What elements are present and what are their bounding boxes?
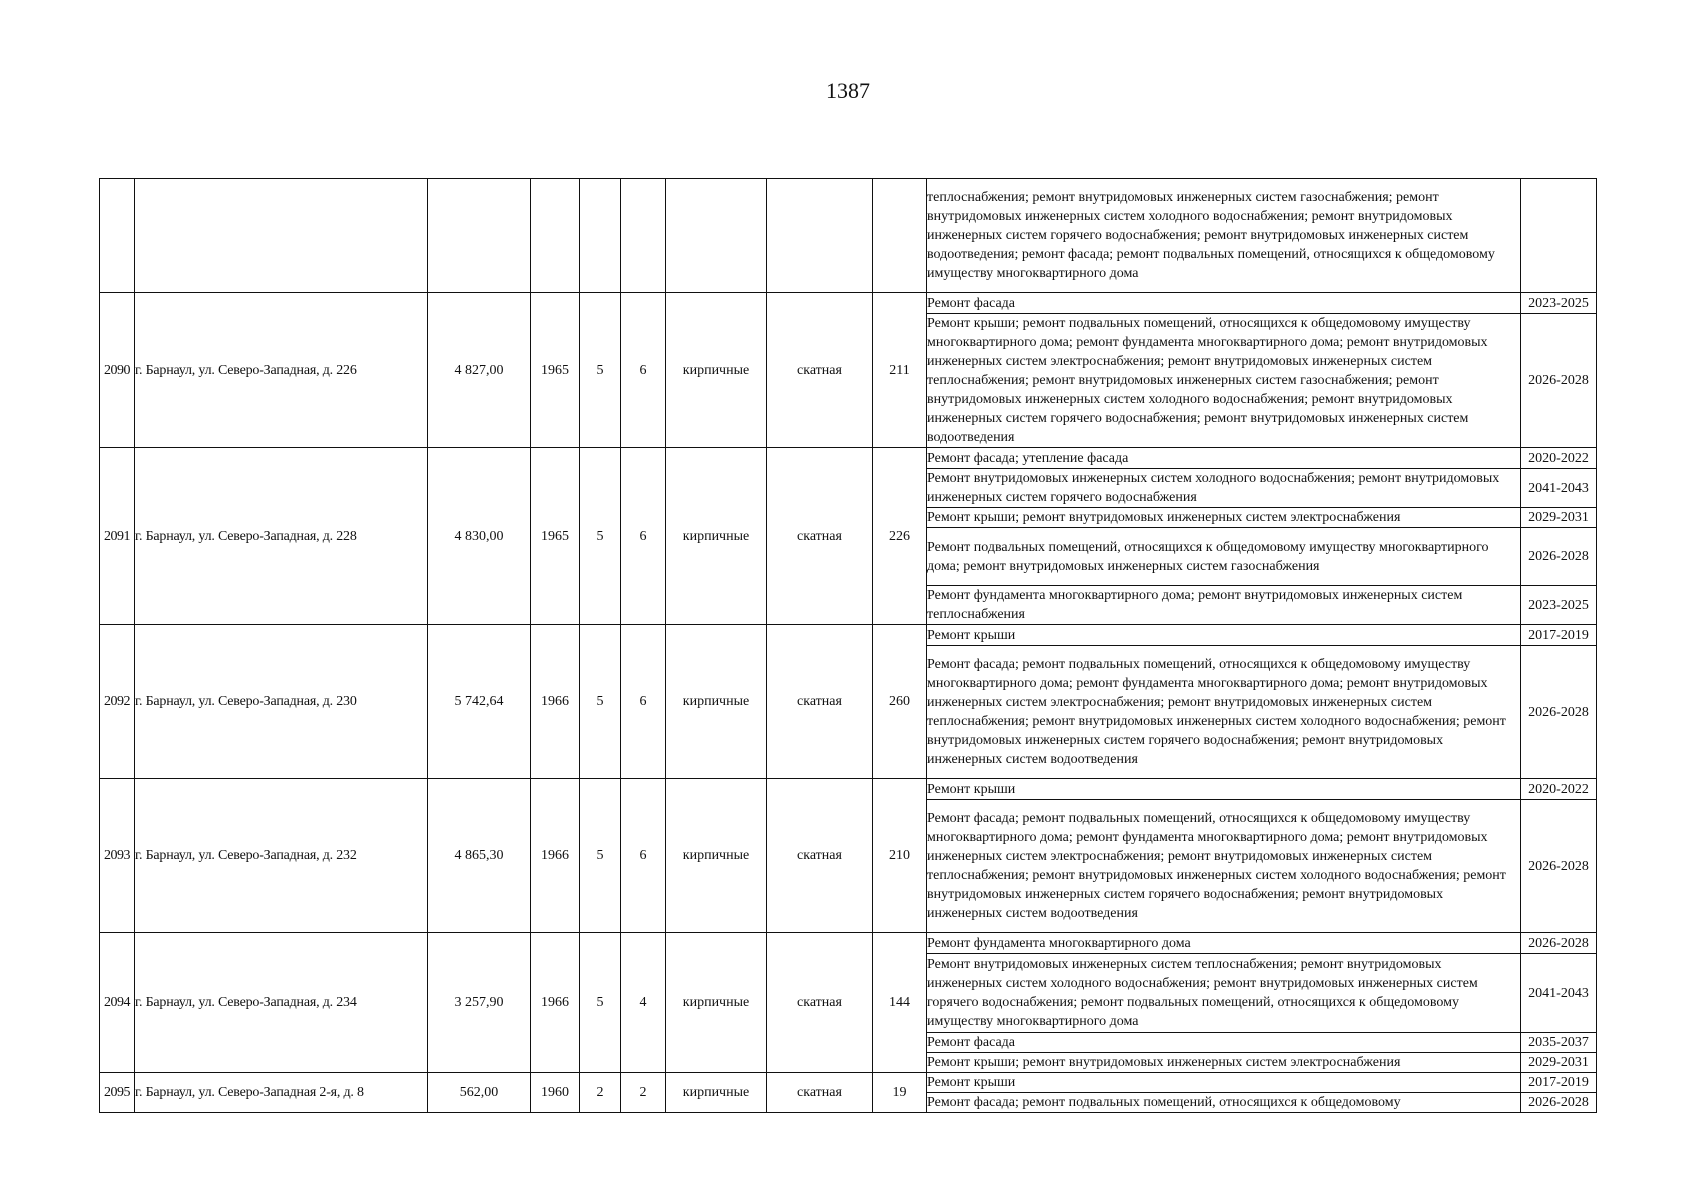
entrances-cell: 6: [621, 448, 666, 625]
work-type-cell: Ремонт фасада; ремонт подвальных помещений, относящихся к общедомовому: [927, 1093, 1521, 1113]
work-type-cell: Ремонт крыши; ремонт внутридомовых инженерных систем электроснабжения: [927, 1053, 1521, 1073]
period-cell: 2035-2037: [1521, 1033, 1597, 1053]
work-type-cell: Ремонт крыши; ремонт подвальных помещений, относящихся к общедомовому имуществу многоквартирного дома; ремонт фундамента многоквартирного дома; ремонт внутридомовых инженерных систем электроснабжения; ремонт внутридомовых инженерных систем теплоснабжения; ремонт внутридомовых инженерных систем газоснабжения; ремонт внутридомовых инженерных систем холодного водоснабжения; ремонт внутридомовых инженерных систем горячего водоснабжения; ремонт внутридомовых инженерных систем водоотведения: [927, 314, 1521, 448]
floors-cell: 5: [580, 779, 621, 933]
continuation-row: [100, 179, 1597, 293]
entrances-cell: 2: [621, 1073, 666, 1113]
row-number-cell: 2094: [100, 933, 135, 1073]
wall-material-cell: кирпичные: [666, 1073, 767, 1113]
entrances-cell: 6: [621, 293, 666, 448]
work-type-cell: Ремонт крыши: [927, 779, 1521, 800]
year-built-cell: 1966: [531, 933, 580, 1073]
year-built-cell: 1960: [531, 1073, 580, 1113]
floors-cell: 5: [580, 293, 621, 448]
continuation-num-cell: [100, 179, 135, 293]
period-cell: 2023-2025: [1521, 586, 1597, 625]
wall-material-cell: кирпичные: [666, 293, 767, 448]
continuation-roof-cell: [767, 179, 873, 293]
wall-material-cell: кирпичные: [666, 448, 767, 625]
roof-type-cell: скатная: [767, 779, 873, 933]
residents-cell: 211: [873, 293, 927, 448]
work-type-cell: Ремонт фундамента многоквартирного дома; ремонт внутридомовых инженерных систем теплоснабжения: [927, 586, 1521, 625]
area-cell: 3 257,90: [428, 933, 531, 1073]
period-cell: 2026-2028: [1521, 646, 1597, 779]
continuation-area-cell: [428, 179, 531, 293]
residents-cell: 19: [873, 1073, 927, 1113]
work-type-cell: Ремонт фасада; ремонт подвальных помещений, относящихся к общедомовому имуществу многоквартирного дома; ремонт фундамента многоквартирного дома; ремонт внутридомовых инженерных систем электроснабжения; ремонт внутридомовых инженерных систем теплоснабжения; ремонт внутридомовых инженерных систем холодного водоснабжения; ремонт внутридомовых инженерных систем горячего водоснабжения; ремонт внутридомовых инженерных систем водоотведения: [927, 646, 1521, 779]
address-cell: г. Барнаул, ул. Северо-Западная, д. 228: [135, 448, 428, 625]
page-number: 1387: [826, 78, 870, 103]
period-cell: 2026-2028: [1521, 800, 1597, 933]
table-row: [100, 779, 1597, 800]
entrances-cell: 4: [621, 933, 666, 1073]
entrances-cell: 6: [621, 779, 666, 933]
table-row: [100, 448, 1597, 469]
repair-schedule-table: [99, 178, 1597, 1113]
period-cell: 2029-2031: [1521, 1053, 1597, 1073]
floors-cell: 5: [580, 933, 621, 1073]
address-cell: г. Барнаул, ул. Северо-Западная, д. 226: [135, 293, 428, 448]
area-cell: 4 830,00: [428, 448, 531, 625]
wall-material-cell: кирпичные: [666, 625, 767, 779]
residents-cell: 210: [873, 779, 927, 933]
residents-cell: 226: [873, 448, 927, 625]
year-built-cell: 1965: [531, 293, 580, 448]
period-cell: 2020-2022: [1521, 779, 1597, 800]
table-row: [100, 293, 1597, 314]
period-cell: 2017-2019: [1521, 625, 1597, 646]
period-cell: 2041-2043: [1521, 954, 1597, 1033]
row-number-cell: 2093: [100, 779, 135, 933]
roof-type-cell: скатная: [767, 293, 873, 448]
floors-cell: 5: [580, 625, 621, 779]
work-type-cell: Ремонт крыши: [927, 625, 1521, 646]
year-built-cell: 1966: [531, 625, 580, 779]
period-cell: 2026-2028: [1521, 1093, 1597, 1113]
roof-type-cell: скатная: [767, 933, 873, 1073]
floors-cell: 5: [580, 448, 621, 625]
wall-material-cell: кирпичные: [666, 779, 767, 933]
roof-type-cell: скатная: [767, 1073, 873, 1113]
wall-material-cell: кирпичные: [666, 933, 767, 1073]
roof-type-cell: скатная: [767, 448, 873, 625]
residents-cell: 260: [873, 625, 927, 779]
area-cell: 4 865,30: [428, 779, 531, 933]
row-number-cell: 2090: [100, 293, 135, 448]
period-cell: 2041-2043: [1521, 469, 1597, 508]
continuation-period-cell: [1521, 179, 1597, 293]
address-cell: г. Барнаул, ул. Северо-Западная, д. 232: [135, 779, 428, 933]
work-type-cell: Ремонт фасада; ремонт подвальных помещений, относящихся к общедомовому имуществу многоквартирного дома; ремонт фундамента многоквартирного дома; ремонт внутридомовых инженерных систем электроснабжения; ремонт внутридомовых инженерных систем теплоснабжения; ремонт внутридомовых инженерных систем холодного водоснабжения; ремонт внутридомовых инженерных систем горячего водоснабжения; ремонт внутридомовых инженерных систем водоотведения: [927, 800, 1521, 933]
table-row: [100, 625, 1597, 646]
table-row: [100, 933, 1597, 954]
period-cell: 2026-2028: [1521, 933, 1597, 954]
work-type-cell: Ремонт внутридомовых инженерных систем теплоснабжения; ремонт внутридомовых инженерных систем холодного водоснабжения; ремонт внутридомовых инженерных систем горячего водоснабжения; ремонт подвальных помещений, относящихся к общедомовому имуществу многоквартирного дома: [927, 954, 1521, 1033]
period-cell: 2020-2022: [1521, 448, 1597, 469]
area-cell: 5 742,64: [428, 625, 531, 779]
row-number-cell: 2092: [100, 625, 135, 779]
work-type-cell: Ремонт фасада; утепление фасада: [927, 448, 1521, 469]
year-built-cell: 1965: [531, 448, 580, 625]
table-row: [100, 1073, 1597, 1093]
period-cell: 2023-2025: [1521, 293, 1597, 314]
roof-type-cell: скатная: [767, 625, 873, 779]
continuation-floors-cell: [580, 179, 621, 293]
residents-cell: 144: [873, 933, 927, 1073]
area-cell: 4 827,00: [428, 293, 531, 448]
address-cell: г. Барнаул, ул. Северо-Западная, д. 230: [135, 625, 428, 779]
period-cell: 2029-2031: [1521, 508, 1597, 528]
floors-cell: 2: [580, 1073, 621, 1113]
continuation-work-cell: теплоснабжения; ремонт внутридомовых инженерных систем газоснабжения; ремонт внутридомовых инженерных систем холодного водоснабжения; ремонт внутридомовых инженерных систем горячего водоснабжения; ремонт внутридомовых инженерных систем водоотведения; ремонт фасада; ремонт подвальных помещений, относящихся к общедомовому имуществу многоквартирного дома: [927, 179, 1521, 293]
continuation-walls-cell: [666, 179, 767, 293]
period-cell: 2017-2019: [1521, 1073, 1597, 1093]
address-cell: г. Барнаул, ул. Северо-Западная, д. 234: [135, 933, 428, 1073]
work-type-cell: Ремонт крыши; ремонт внутридомовых инженерных систем электроснабжения: [927, 508, 1521, 528]
work-type-cell: Ремонт фасада: [927, 293, 1521, 314]
period-cell: 2026-2028: [1521, 314, 1597, 448]
row-number-cell: 2095: [100, 1073, 135, 1113]
year-built-cell: 1966: [531, 779, 580, 933]
work-type-cell: Ремонт внутридомовых инженерных систем холодного водоснабжения; ремонт внутридомовых инженерных систем горячего водоснабжения: [927, 469, 1521, 508]
continuation-year-cell: [531, 179, 580, 293]
area-cell: 562,00: [428, 1073, 531, 1113]
work-type-cell: Ремонт подвальных помещений, относящихся к общедомовому имуществу многоквартирного дома; ремонт внутридомовых инженерных систем газоснабжения: [927, 528, 1521, 586]
continuation-entrances-cell: [621, 179, 666, 293]
work-type-cell: Ремонт фундамента многоквартирного дома: [927, 933, 1521, 954]
entrances-cell: 6: [621, 625, 666, 779]
work-type-cell: Ремонт крыши: [927, 1073, 1521, 1093]
row-number-cell: 2091: [100, 448, 135, 625]
continuation-address-cell: [135, 179, 428, 293]
continuation-residents-cell: [873, 179, 927, 293]
address-cell: г. Барнаул, ул. Северо-Западная 2-я, д. 8: [135, 1073, 428, 1113]
period-cell: 2026-2028: [1521, 528, 1597, 586]
work-type-cell: Ремонт фасада: [927, 1033, 1521, 1053]
